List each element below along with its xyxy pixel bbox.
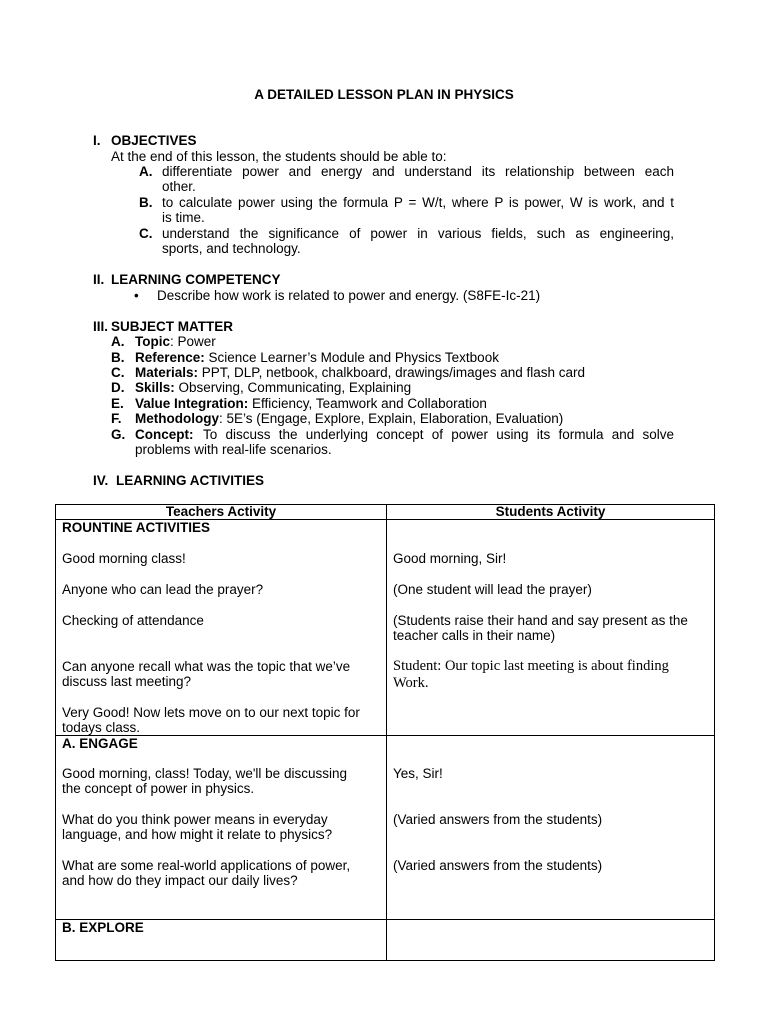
subject-text: Science Learner’s Module and Physics Textbook (204, 350, 499, 365)
student-line: (Varied answers from the students) (393, 858, 603, 873)
objective-c-line1: understand the significance of power in various fields, such as engineering, (162, 226, 674, 241)
teacher-line: Checking of attendance (62, 613, 204, 628)
concept-line2: problems with real-life scenarios. (135, 442, 332, 457)
objectives-intro: At the end of this lesson, the students should be able to: (111, 149, 447, 164)
subject-number: III. (93, 319, 109, 334)
teacher-line: Very Good! Now lets move on to our next topic for (62, 705, 360, 720)
competency-item: Describe how work is related to power and energy. (S8FE-Ic-21) (157, 288, 541, 303)
table-header-row (56, 505, 715, 520)
student-line: Yes, Sir! (393, 766, 443, 781)
subject-label: Reference: (135, 350, 205, 365)
teachers-activity-header: Teachers Activity (56, 505, 387, 520)
student-line: Good morning, Sir! (393, 551, 507, 566)
concept-line1: To discuss the underlying concept of power using its formula and solve (203, 427, 674, 442)
objective-a-line1: differentiate power and energy and understand its relationship between each (162, 164, 674, 179)
student-cell (387, 520, 715, 736)
student-line: (Varied answers from the students) (393, 812, 603, 827)
competency-heading: LEARNING COMPETENCY (111, 272, 281, 287)
explore-heading: B. EXPLORE (62, 920, 144, 935)
teacher-line: Can anyone recall what was the topic that we’ve (62, 659, 351, 674)
teacher-line: the concept of power in physics. (62, 781, 255, 796)
student-line: Student: Our topic last meeting is about finding (393, 658, 669, 674)
teacher-line: and how do they impact our daily lives? (62, 873, 298, 888)
subject-letter: A. (111, 334, 125, 349)
students-activity-header: Students Activity (387, 505, 715, 520)
objective-c-line2: sports, and technology. (162, 241, 301, 256)
table-row (56, 520, 715, 736)
objectives-heading: OBJECTIVES (111, 133, 197, 148)
objective-b-line2: is time. (162, 210, 205, 225)
subject-text: Observing, Communicating, Explaining (174, 380, 412, 395)
subject-label: Methodology (135, 411, 219, 426)
table-row (56, 736, 715, 920)
objective-b-line1: to calculate power using the formula P = W/t, where P is power, W is work, and t (162, 195, 674, 210)
teacher-line: todays class. (62, 720, 141, 735)
teacher-line: What are some real-world applications of power, (62, 858, 351, 873)
subject-text: Efficiency, Teamwork and Collaboration (248, 396, 487, 411)
teacher-cell (56, 920, 387, 961)
subject-letter: E. (111, 396, 124, 411)
subject-item-topic (111, 334, 216, 349)
subject-letter: C. (111, 365, 125, 380)
subject-heading: SUBJECT MATTER (111, 319, 234, 334)
subject-text: : 5E’s (Engage, Explore, Explain, Elaboration, Evaluation) (219, 411, 564, 426)
student-line: Work. (393, 675, 429, 691)
student-line: (One student will lead the prayer) (393, 582, 592, 597)
subject-letter: B. (111, 350, 125, 365)
objective-letter-c: C. (139, 226, 153, 241)
subject-label: Topic (135, 334, 170, 349)
objective-letter-a: A. (139, 164, 153, 179)
teacher-cell (56, 520, 387, 736)
subject-letter: D. (111, 380, 125, 395)
subject-item-reference (111, 350, 499, 365)
routine-heading: ROUNTINE ACTIVITIES (62, 520, 211, 535)
activities-heading: LEARNING ACTIVITIES (116, 473, 265, 488)
subject-item-materials (111, 365, 585, 380)
subject-text: PPT, DLP, netbook, chalkboard, drawings/images and flash card (198, 365, 586, 380)
subject-item-skills (111, 380, 411, 395)
student-line: teacher calls in their name) (393, 628, 556, 643)
teacher-line: discuss last meeting? (62, 674, 192, 689)
student-line: (Students raise their hand and say present as the (393, 613, 688, 628)
bullet-icon: • (134, 288, 139, 303)
subject-letter: G. (111, 427, 126, 442)
teacher-line: language, and how might it relate to physics? (62, 827, 333, 842)
teacher-line: Anyone who can lead the prayer? (62, 582, 264, 597)
teacher-line: Good morning class! (62, 551, 186, 566)
objectives-number: I. (93, 133, 101, 148)
student-cell (387, 736, 715, 920)
subject-text: : Power (170, 334, 216, 349)
subject-letter: F. (111, 411, 122, 426)
student-cell (387, 920, 715, 961)
objective-letter-b: B. (139, 195, 153, 210)
activities-table (55, 504, 715, 961)
objective-a-line2: other. (162, 179, 196, 194)
competency-number: II. (93, 272, 105, 287)
document-title: A DETAILED LESSON PLAN IN PHYSICS (254, 87, 514, 102)
table-row (56, 920, 715, 961)
subject-item-values (111, 396, 487, 411)
subject-label: Concept: (135, 427, 194, 442)
teacher-line: Good morning, class! Today, we'll be discussing (62, 766, 347, 781)
subject-label: Skills: (135, 380, 175, 395)
subject-label: Materials: (135, 365, 199, 380)
engage-heading: A. ENGAGE (62, 736, 138, 751)
subject-item-methodology (111, 411, 563, 426)
activities-number: IV. (93, 473, 109, 488)
teacher-line: What do you think power means in everyday (62, 812, 328, 827)
teacher-cell (56, 736, 387, 920)
subject-label: Value Integration: (135, 396, 249, 411)
